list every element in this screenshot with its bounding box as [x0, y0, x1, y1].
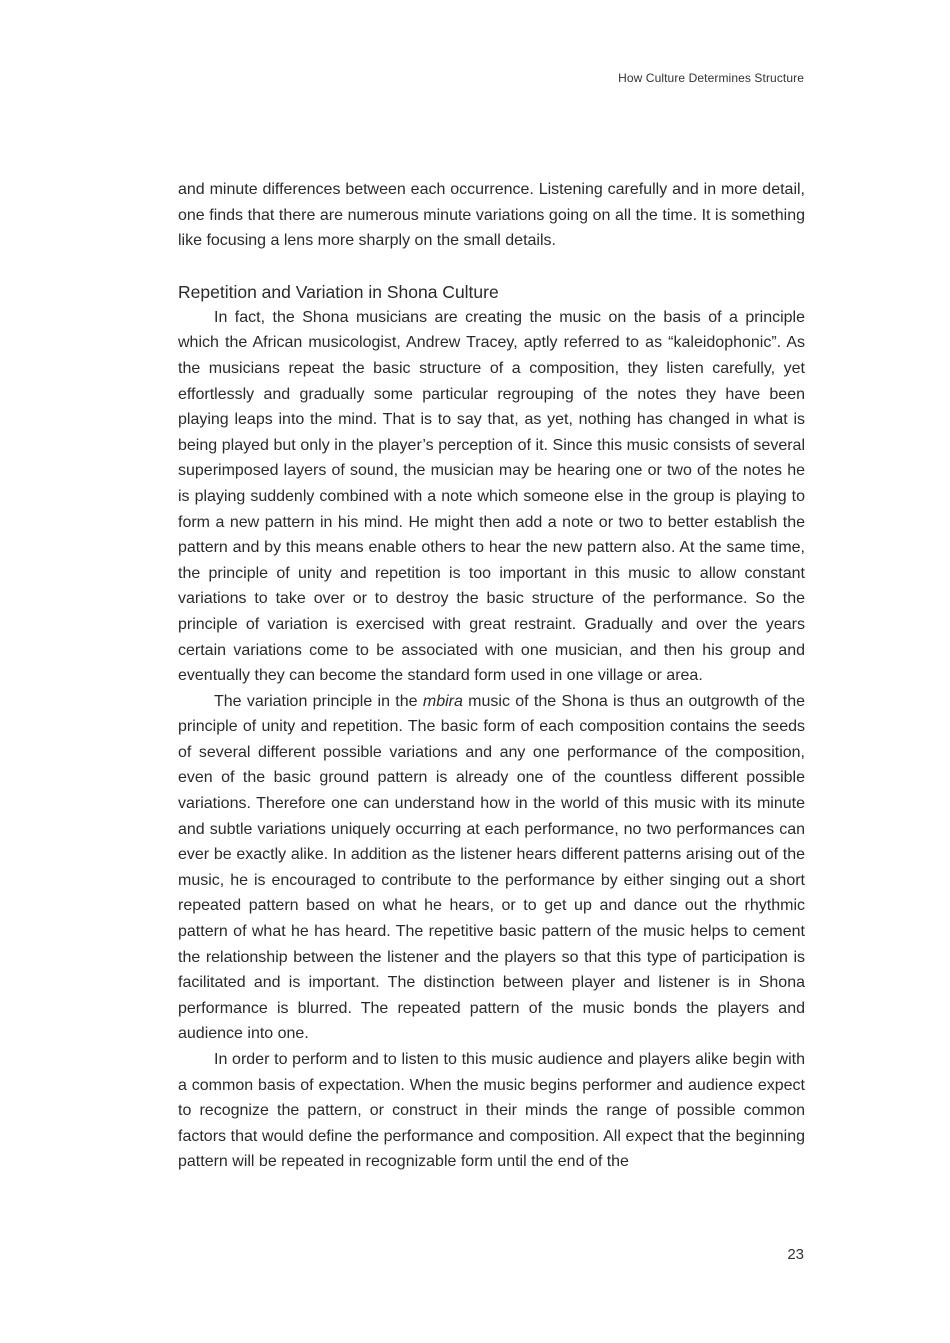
body-paragraph-2 — [178, 689, 805, 1047]
mbira-term: mbira — [422, 692, 463, 710]
body-paragraph-1: In fact, the Shona musicians are creating the music on the basis of a principle which the African musicologist, Andrew Tracey, aptly referred to as “kaleidophonic”. As the musicians repeat the basic structure of a composition, they listen carefully, yet effortlessly and gradually some particular regrouping of the notes they have been playing leaps into the mind. That is to say that, as yet, nothing has changed in what is being played but only in the player’s perception of it. Since this music consists of several superimposed layers of sound, the musician may be hearing one or two of the notes he is playing suddenly combined with a note which someone else in the group is playing to form a new pattern in his mind. He might then add a note or two to better establish the pattern and by this means enable others to hear the new pattern also. At the same time, the principle of unity and repetition is too important in this music to allow constant variations to take over or to destroy the basic structure of the performance. So the principle of variation is exercised with great restraint. Gradually and over the years certain variations come to be associated with one musician, and then his group and eventually they can become the standard form used in one village or area. — [178, 308, 805, 685]
running-header: How Culture Determines Structure — [618, 71, 804, 85]
body-paragraph-3: In order to perform and to listen to this music audience and players alike begin with a common basis of expectation. When the music begins performer and audience expect to recognize the pattern, or construct in their minds the range of possible common factors that would define the performance and composition. All expect that the beginning pattern will be repeated in recognizable form until the end of the — [178, 1051, 805, 1171]
page-body — [178, 177, 805, 1175]
continuation-paragraph: and minute differences between each occurrence. Listening carefully and in more detail, one finds that there are numerous minute variations going on all the time. It is something like focusing a lens more sharply on the small details. — [178, 181, 805, 250]
paragraph-2-lead: The variation principle in the — [214, 692, 423, 710]
section-heading: Repetition and Variation in Shona Culture — [178, 281, 499, 302]
page-number: 23 — [787, 1246, 804, 1263]
paragraph-2-rest: music of the Shona is thus an outgrowth of the principle of unity and repetition. The basic form of each composition contains the seeds of several different possible variations and any one performance of the composition, even of the basic ground pattern is already one of the countless different possible variations. Therefore one can understand how in the world of this music with its minute and subtle variations uniquely occurring at each performance, no two performances can ever be exactly alike. In addition as the listener hears different patterns arising out of the music, he is encouraged to contribute to the performance by either singing out a short repeated pattern based on what he hears, or to get up and dance out the rhythmic pattern of what he has heard. The repetitive basic pattern of the music helps to cement the relationship between the listener and the players so that this type of participation is facilitated and is important. The distinction between player and listener is in Shona performance is blurred. The repeated pattern of the music bonds the players and audience into one. — [178, 692, 805, 1043]
